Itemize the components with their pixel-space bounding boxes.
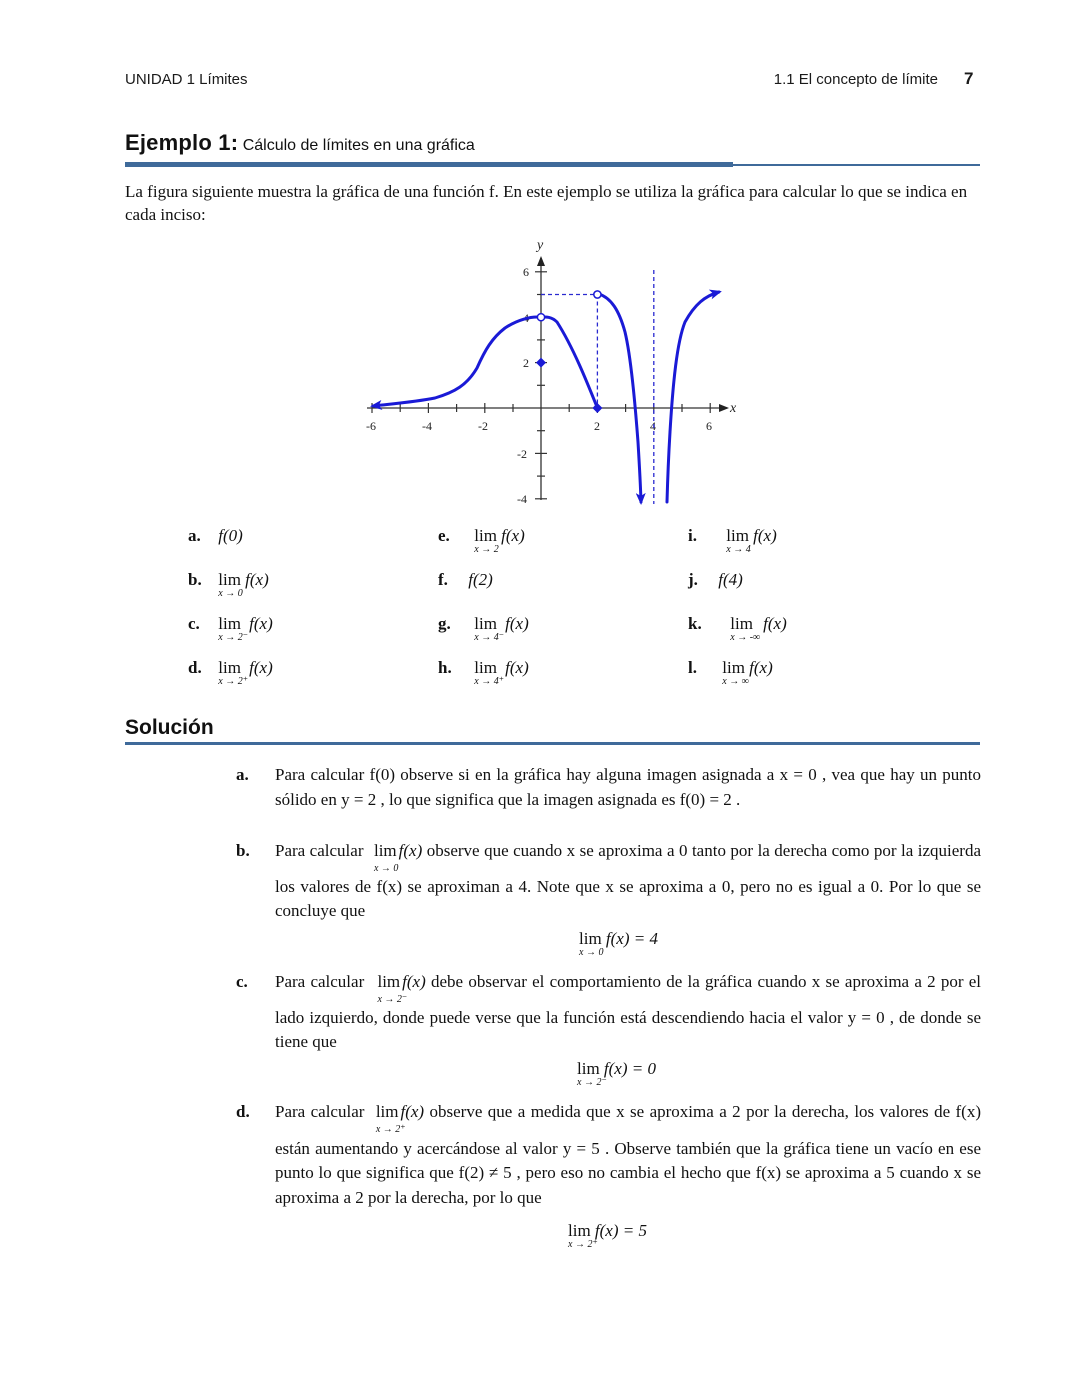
result-b: lim x → 0 f(x) = 4 bbox=[579, 929, 658, 958]
x-axis-label: x bbox=[730, 401, 737, 416]
y-axis-label: y bbox=[537, 238, 544, 253]
exercise-g: g. lim x → 4⁻ f(x) bbox=[438, 614, 529, 643]
exercise-i: i. lim x → 4 f(x) bbox=[688, 526, 777, 555]
page-number: 7 bbox=[964, 69, 974, 88]
open-point-2-5 bbox=[594, 291, 601, 298]
solution-a: a. Para calcular f(0) observe si en la gráfica hay alguna imagen asignada a x = 0 , vea que hay un punto sólido en y = 2 , lo que significa que la imagen asignada es f(0) = 2 . bbox=[236, 765, 981, 809]
exercise-h: h. lim x → 4⁺ f(x) bbox=[438, 658, 529, 687]
y-tick-label: -4 bbox=[517, 492, 527, 506]
running-head-section: 1.1 El concepto de límite bbox=[773, 71, 938, 88]
x-tick-label: -2 bbox=[478, 419, 488, 433]
solution-title: Solución bbox=[125, 716, 214, 739]
exercise-k: k. lim x → -∞ f(x) bbox=[688, 614, 787, 643]
exercise-c: c. lim x → 2⁻ f(x) bbox=[188, 614, 273, 643]
solution-b: b. Para calcular lim x → 0 f(x) observe que cuando x se aproxima a 0 tanto por la derecha como por la izquierda los valores de f(x) se aproximan a 4. Note que x se aproxima a 0, pero no es igual a 0. Por lo que se concluye que bbox=[236, 841, 982, 920]
solution-c: c. Para calcular lim x → 2⁻ f(x) debe observar el comportamiento de la gráfica cuando x se aproxima a 2 por el lado izquierdo, donde puede verse que la función está descendiendo hacia el valor y = 0 , de donde se tiene que bbox=[236, 972, 982, 1051]
example-title-text: Cálculo de límites en una gráfica bbox=[242, 137, 475, 154]
example-title bbox=[125, 130, 475, 156]
y-tick-label: 6 bbox=[523, 265, 529, 279]
exercise-l: l. lim x → ∞ f(x) bbox=[688, 658, 773, 687]
result-c: lim x → 2⁻ f(x) = 0 bbox=[577, 1059, 656, 1088]
curve-middle-branch bbox=[599, 294, 641, 502]
running-head-unit: UNIDAD 1 Límites bbox=[125, 71, 248, 88]
y-tick-label: 2 bbox=[523, 356, 529, 370]
solid-point-2-0 bbox=[592, 403, 602, 413]
curve-right-branch bbox=[667, 292, 719, 502]
title-rule-thick bbox=[125, 162, 733, 167]
x-tick-label: -6 bbox=[366, 419, 376, 433]
y-tick-label: 4 bbox=[523, 311, 529, 325]
title-rule-thin bbox=[733, 164, 980, 166]
example-title-bold: Ejemplo 1: bbox=[125, 130, 239, 155]
example-intro: La figura siguiente muestra la gráfica de una función f. En este ejemplo se utiliza la gráfica para calcular lo que se indica en cada inciso: bbox=[125, 182, 968, 224]
x-tick-label: 4 bbox=[650, 419, 656, 433]
result-d: lim x → 2⁺ f(x) = 5 bbox=[568, 1221, 647, 1250]
y-tick-label: -2 bbox=[517, 447, 527, 461]
curve-left-branch bbox=[373, 317, 597, 408]
x-tick-label: 2 bbox=[594, 419, 600, 433]
x-tick-label: 6 bbox=[706, 419, 712, 433]
x-tick-label: -4 bbox=[422, 419, 432, 433]
solution-rule bbox=[125, 742, 980, 745]
exercise-a: a. f(0) bbox=[188, 526, 243, 545]
exercise-d: d. lim x → 2⁺ f(x) bbox=[188, 658, 273, 687]
exercise-j: j. f(4) bbox=[688, 570, 743, 589]
exercise-b: b. lim x → 0 f(x) bbox=[188, 570, 269, 599]
solution-d: d. Para calcular lim x → 2⁺ f(x) observe que a medida que x se aproxima a 2 por la derecha, los valores de f(x) están aumentando y acercándose al valor y = 5 . Observe también que la gráfica tiene un vacío en ese punto lo que significa que f(2) ≠ 5 , pero eso no cambia el hecho que f(x) se aproxima a 5 cuando x se aproxima a 2 por la derecha, por lo que bbox=[236, 1102, 982, 1207]
function-graph bbox=[355, 232, 755, 517]
exercise-e: e. lim x → 2 f(x) bbox=[438, 526, 525, 555]
exercise-f: f. f(2) bbox=[438, 570, 493, 589]
open-point-0-4 bbox=[537, 314, 544, 321]
solid-point-0-2 bbox=[536, 358, 546, 368]
